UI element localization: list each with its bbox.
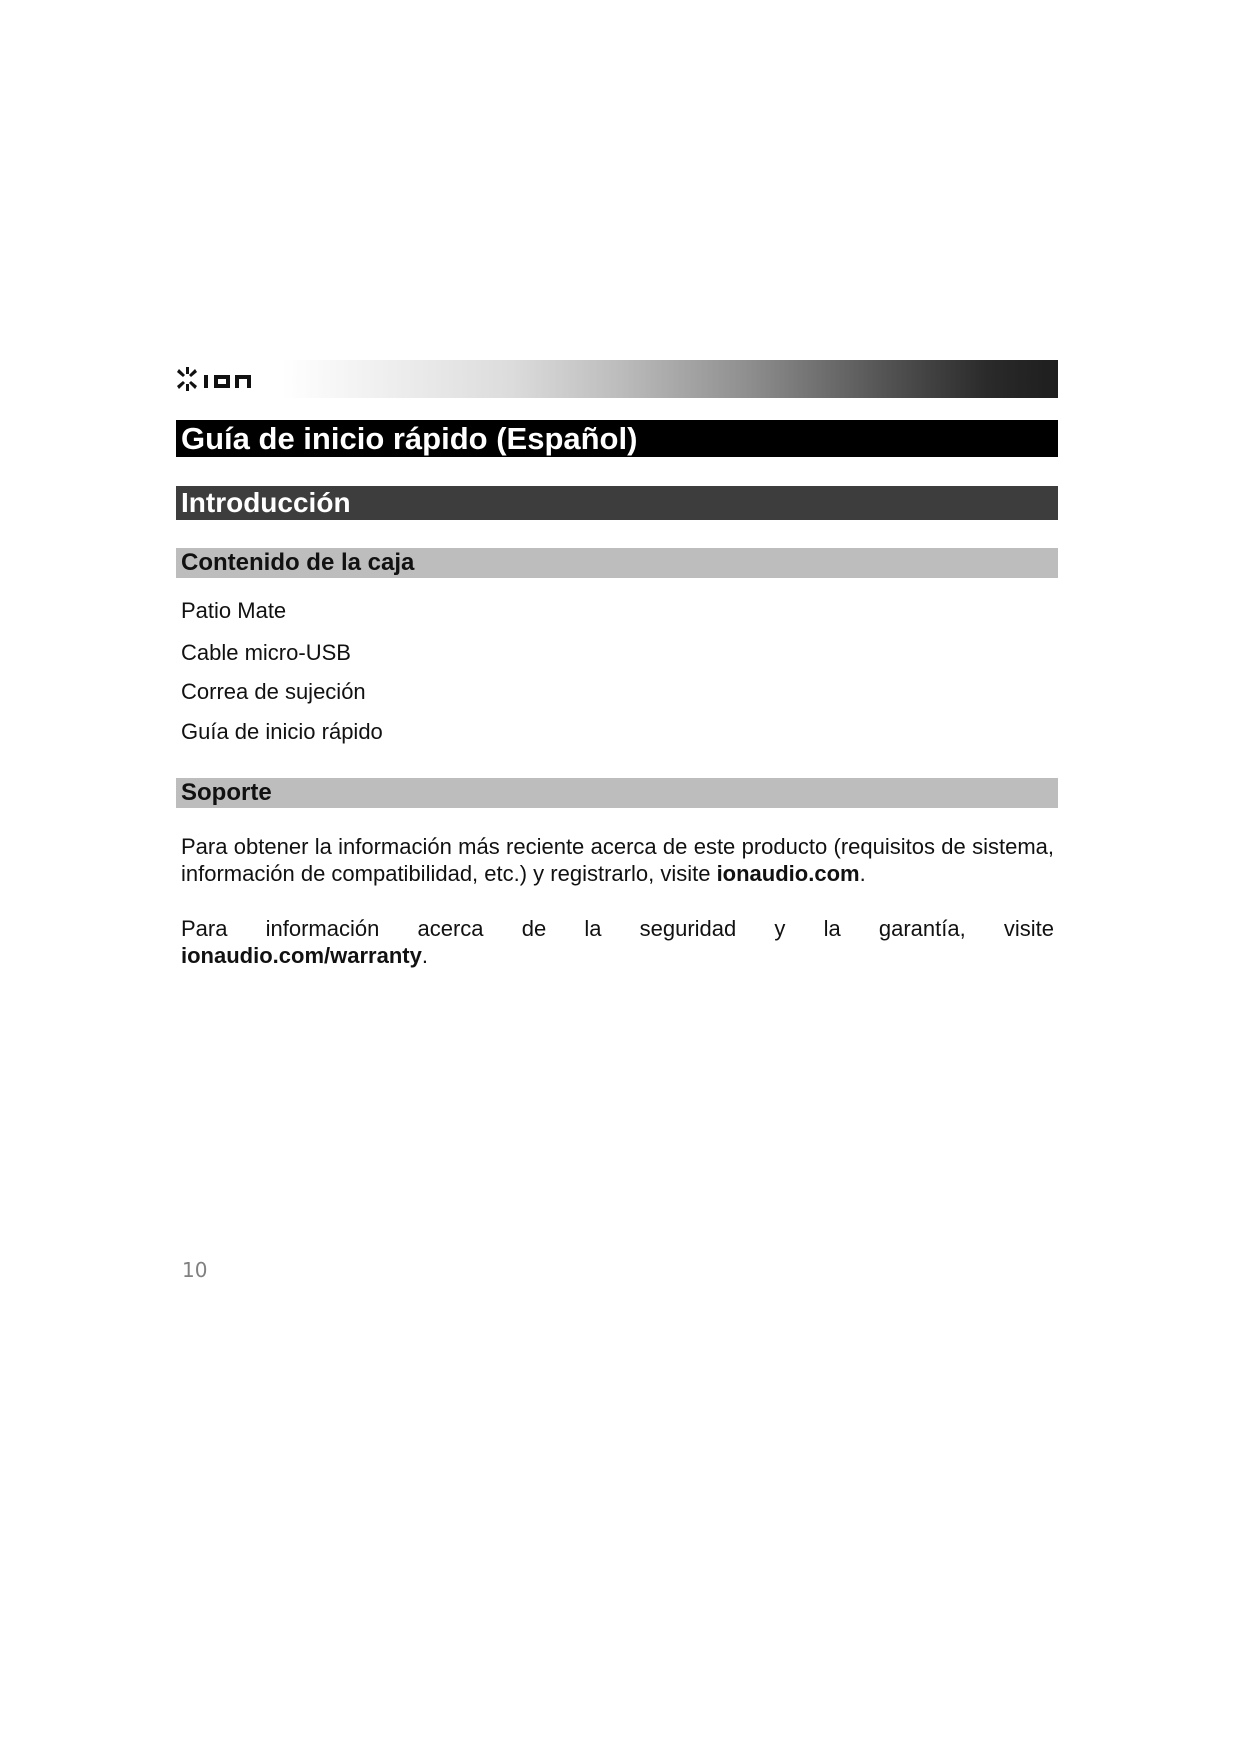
ion-logo — [176, 366, 266, 392]
section-heading-box-contents: Contenido de la caja — [176, 548, 1058, 578]
support-text: Para obtener la información más reciente acerca de este producto (requisitos de sistema, información de compatibilidad, etc.) y registrarlo, visite — [181, 834, 1054, 886]
list-item: Cable micro-USB — [181, 640, 351, 665]
support-link[interactable]: ionaudio.com — [716, 861, 860, 886]
list-item: Patio Mate — [181, 598, 287, 623]
support-text-end: . — [859, 861, 866, 886]
warranty-text: Para información acerca de la seguridad y la garantía, visite — [181, 916, 1054, 941]
list-item: Guía de inicio rápido — [181, 719, 383, 744]
section-heading-support: Soporte — [176, 778, 1058, 808]
warranty-text-end: . — [421, 943, 428, 968]
list-item: Correa de sujeción — [181, 679, 366, 704]
page-title: Guía de inicio rápido (Español) — [176, 420, 1058, 457]
warranty-link-line — [181, 942, 1054, 969]
section-heading-intro: Introducción — [176, 486, 1058, 520]
page-number: 10 — [182, 1258, 208, 1282]
warranty-paragraph — [181, 915, 1054, 969]
header-gradient-bar — [176, 360, 1058, 398]
ion-logo-mark — [176, 366, 266, 392]
support-paragraph — [181, 833, 1054, 887]
warranty-link[interactable]: ionaudio.com/warranty — [181, 943, 422, 968]
